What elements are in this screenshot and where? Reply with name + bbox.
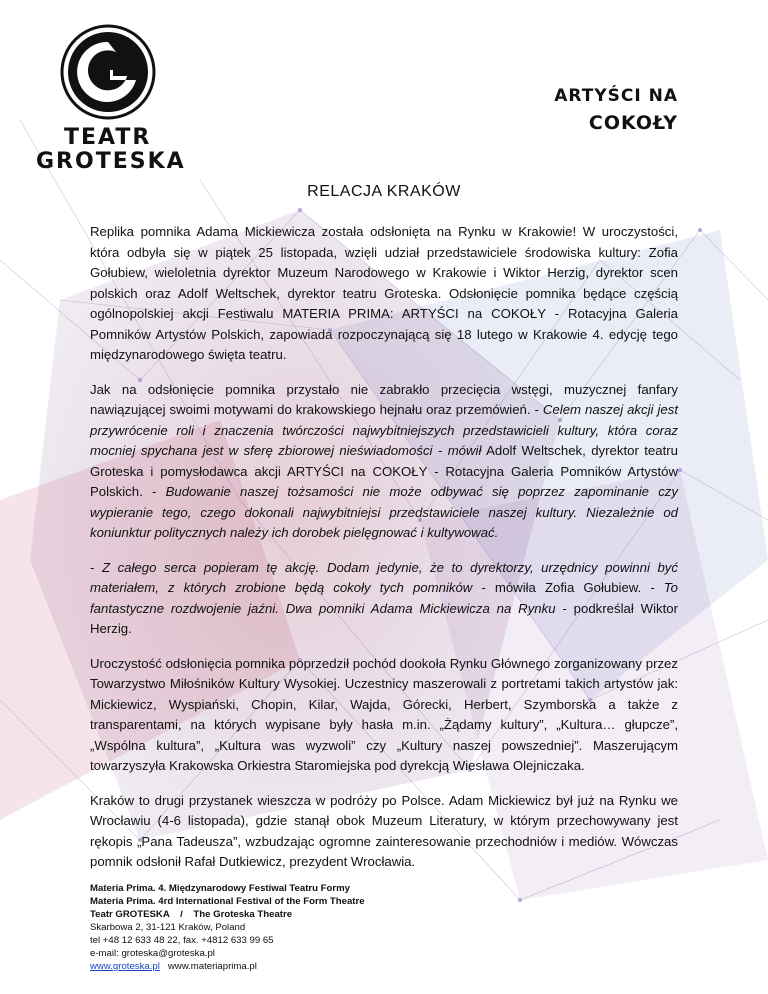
footer-festival-pl: Materia Prima. 4. Międzynarodowy Festiwal Teatru Formy (90, 883, 350, 894)
paragraph-4 (90, 654, 678, 777)
quote-text: Budowanie naszej tożsamości nie może odbywać się poprzez zapominanie czy wypieranie tego, czego dokonali najwybitniejsi przedstawiciele naszej kultury. Niezależnie od koniunktur politycznych należy ich dorobek pielęgnować i kultywować. (90, 484, 678, 540)
groteska-link[interactable]: www.groteska.pl (90, 961, 160, 972)
quote-text: To fantastyczne rozdwojenie jaźni. Dwa pomniki Adama Mickiewicza na Rynku (90, 580, 678, 616)
materiaprima-link[interactable]: www.materiaprima.pl (167, 961, 257, 972)
logo-text-teatr: TEATR (64, 125, 152, 150)
paragraph-text: - mówiła Zofia Gołubiew. - (472, 580, 664, 595)
paragraph-text: Adolf Weltschek, dyrektor teatru Groteska i pomysłodawca akcji ARTYŚCI na COKOŁY - Rotacyjna Galeria Pomników Artystów Polskich. - (90, 443, 678, 499)
paragraph-5 (90, 791, 678, 873)
footer-phone: tel +48 12 633 48 22, fax. +4812 633 99 65 (90, 935, 274, 946)
footer-email: e-mail: groteska@groteska.pl (90, 948, 215, 959)
paragraph-text: - (90, 559, 102, 575)
footer-contact (90, 882, 590, 973)
paragraph-3 (90, 558, 678, 640)
campaign-line-2: COKOŁY (588, 112, 678, 134)
article-body (90, 222, 678, 887)
paragraph-text: Uroczystość odsłonięcia pomnika poprzedził pochód dookoła Rynku Głównego zorganizowany przez Towarzystwo Miłośników Kultury Wysokiej. Uczestnicy maszerowali z portretami takich artystów jak: Mickiewicz, Wyspiański, Chopin, Kilar, Wajda, Górecki, Herbert, Szymborska a także z transparentami, na których wypisane były hasła m.in. „Żądamy kultury”, „Kultura… głupcze”, „Wspólna kultura”, „Kultura was wyzwoli” czy „Kultury naszej powszedniej”. Maszerującym towarzyszyła Krakowska Orkiestra Staromiejska pod dyrekcją Wiesława Olejniczaka. (90, 655, 678, 773)
footer-theatre-name: Teatr GROTESKA / The Groteska Theatre (90, 909, 293, 920)
document-title: RELACJA KRAKÓW (307, 183, 461, 200)
footer-address: Skarbowa 2, 31-121 Kraków, Poland (90, 922, 246, 933)
paragraph-text: Replika pomnika Adama Mickiewicza została odsłonięta na Rynku w Krakowie! W uroczystości, która odbyła się w piątek 25 listopada, wzięli udział przedstawiciele środowiska kultury: Zofia Gołubiew, wieloletnia dyrektor Muzeum Narodowego w Krakowie i Wiktor Herzig, dyrektor scen polskich oraz Adolf Weltschek, dyrektor teatru Groteska. Odsłonięcie pomnika będące częścią ogólnopolskiej akcji Festiwalu MATERIA PRIMA: ARTYŚCI na COKOŁY - Rotacyjna Galeria Pomników Artystów Polskich, zapowiada rozpoczynającą się 18 lutego w Krakowie 4. edycję tego międzynarodowego święta teatru. (90, 224, 678, 362)
campaign-line-1: ARTYŚCI NA (554, 86, 678, 106)
campaign-title (554, 86, 678, 134)
paragraph-text: Jak na odsłonięcie pomnika przystało nie zabrakło przecięcia wstęgi, muzycznej fanfary nawiązującej swoimi motywami do krakowskiego hejnału oraz przemówień. - (90, 381, 678, 417)
footer-festival-en: Materia Prima. 4rd International Festival of the Form Theatre (90, 896, 365, 907)
logo-text-groteska: GROTESKA (36, 149, 186, 174)
paragraph-1 (90, 222, 678, 366)
paragraph-text: Kraków to drugi przystanek wieszcza w podróży po Polsce. Adam Mickiewicz był już na Rynku we Wrocławiu (4-6 listopada), gdzie stanął obok Muzeum Literatury, w którym przechowywany jest rękopis „Pana Tadeusza”, wzbudzając ogromne zainteresowanie przechodniów i mediów. Wówczas pomnik odsłonił Rafał Dutkiewicz, prezydent Wrocławia. (90, 792, 678, 869)
paragraph-text: - podkreślał Wiktor Herzig. (90, 600, 678, 636)
footer-links (90, 960, 590, 973)
paragraph-2 (90, 380, 678, 544)
quote-text: Z całego serca popieram tę akcję. Dodam jedynie, że to dyrektorzy, urzędnicy powinni być materiałem, z których zrobione będą cokoły tych pomników (90, 559, 678, 595)
groteska-logo (36, 22, 186, 174)
groteska-g-mark (58, 22, 158, 122)
quote-text: Celem naszej akcji jest przywrócenie roli i znaczenia twórczości najwybitniejszych przedstawicieli kultury, która coraz mocniej spychana jest w sferę zbiorowej nieświadomości - mówił (90, 402, 678, 458)
